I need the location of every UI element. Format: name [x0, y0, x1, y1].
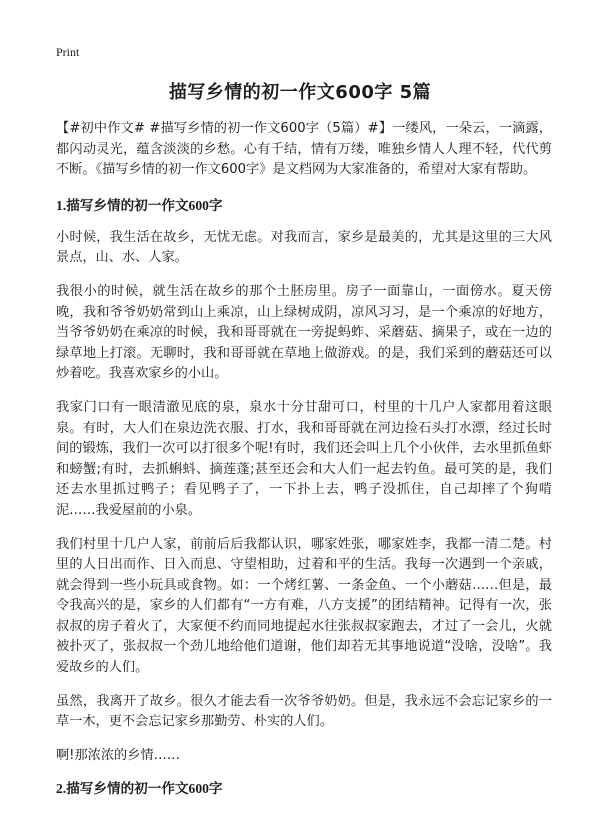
intro-paragraph: 【#初中作文# #描写乡情的初一作文600字（5篇）#】一缕风，一朵云，一滴露，都闪动灵光，蕴含淡淡的乡愁。心有千结，情有万缕，唯独乡情人人理不轻，代代剪不断。《描写乡情的初一作文600字》是文档网为大家准备的，希望对大家有帮助。: [56, 121, 552, 178]
section-1-paragraph-3: 我家门口有一眼清澈见底的泉，泉水十分甘甜可口，村里的十几户人家都用着这眼泉。有时，大人们在泉边洗衣服、打水，我和哥哥就在河边捡石头打水漂，经过长时间的锻炼，我们一次可以打很多个呢!有时，我们还会叫上几个小伙伴，去水里抓鱼虾和螃蟹;有时，去抓蝌蚪、摘莲蓬;甚至还会和大人们一起去钓鱼。最可笑的是，我们还去水里抓过鸭子；看见鸭子了，一下扑上去，鸭子没抓住，自己却摔了个狗啃泥……我爱屋前的小泉。: [56, 399, 552, 518]
section-heading-2: 2.描写乡情的初一作文600字: [56, 781, 223, 797]
print-link[interactable]: Print: [56, 45, 80, 59]
section-1-paragraph-5: 虽然，我离开了故乡。很久才能去看一次爷爷奶奶。但是，我永远不会忘记家乡的一草一木，更不会忘记家乡那勤劳、朴实的人们。: [56, 693, 552, 730]
section-1-paragraph-4: 我们村里十几户人家，前前后后我都认识，哪家姓张，哪家姓李，我都一清二楚。村里的人日出而作、日入而息、守望相助，过着和平的生活。我每一次遇到一个亲戚，就会得到一些小玩具或食物。如：一个烤红薯、一条金鱼、一个小蘑菇……但是，最令我高兴的是，家乡的人们都有“一方有难，八方支援”的团结精神。记得有一次，张叔叔的房子着火了，大家便不约而同地提起水往张叔叔家跑去，才过了一会儿，火就被扑灭了，张叔叔一个劲儿地给他们道谢，他们却若无其事地说道“没啥，没啥”。我爱故乡的人们。: [56, 536, 552, 676]
section-1-paragraph-6: 啊!那浓浓的乡情……: [56, 747, 180, 763]
section-1-paragraph-1: 小时候，我生活在故乡，无忧无虑。对我而言，家乡是最美的，尤其是这里的三大风景点，山、水、人家。: [56, 229, 552, 266]
section-heading-1: 1.描写乡情的初一作文600字: [56, 197, 223, 213]
document-content: [56, 119, 552, 811]
section-1-paragraph-2: 我很小的时候，就生活在故乡的那个土胚房里。房子一面靠山，一面傍水。夏天傍晚，我和爷爷奶奶常到山上乘凉，山上绿树成阴，凉风习习，是一个乘凉的好地方，当爷爷奶奶在乘凉的时候，我和哥哥就在一旁捉蚂蚱、采蘑菇、摘果子，或在一边的绿草地上打滚。无聊时，我和哥哥就在草地上做游戏。的是，我们采到的蘑菇还可以炒着吃。我喜欢家乡的小山。: [56, 283, 552, 382]
document-title: 描写乡情的初一作文600字 5篇: [168, 82, 432, 103]
